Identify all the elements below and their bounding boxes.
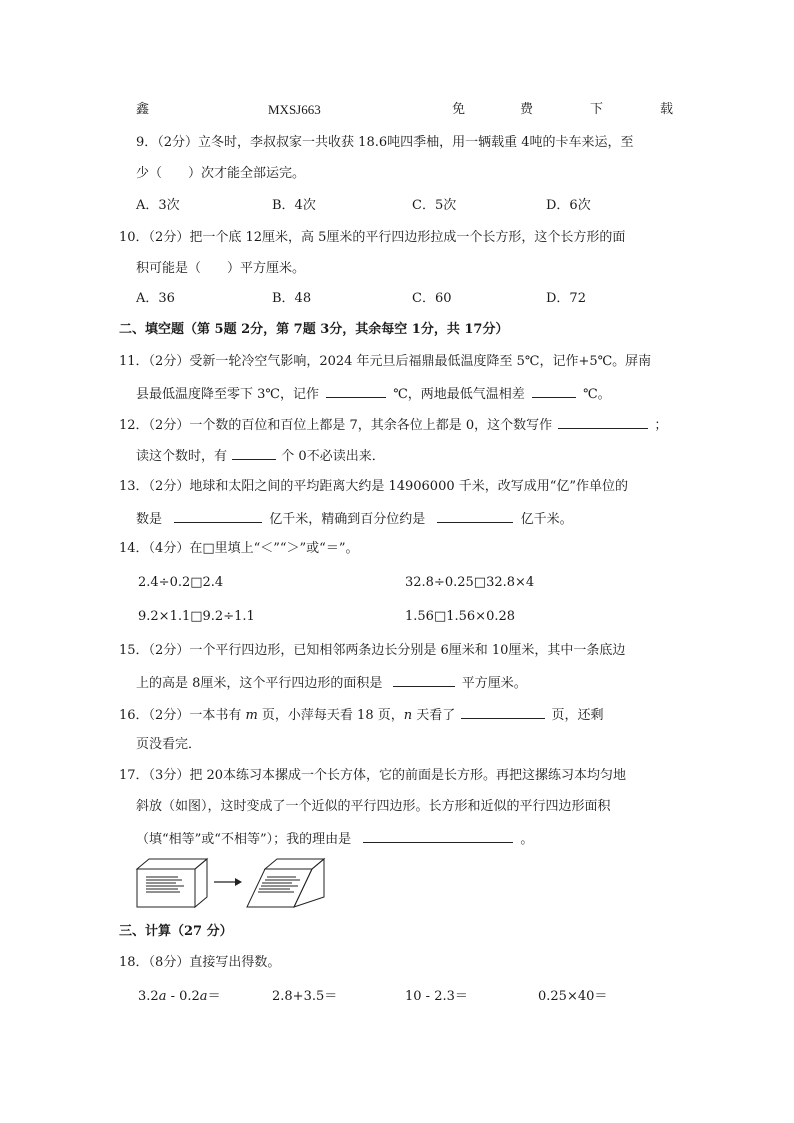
q12-blank-1[interactable]	[558, 415, 648, 429]
q15-blank-1[interactable]	[393, 673, 455, 687]
q12-blank-2[interactable]	[232, 446, 276, 460]
q10-option-d: D．72	[546, 291, 586, 306]
q13-blank-1[interactable]	[174, 509, 262, 523]
q16-line1	[119, 705, 604, 725]
book-stack-parallelogram	[247, 859, 324, 907]
q9-line2: 少（ ）次才能全部运完。	[136, 166, 306, 181]
q11-blank-2[interactable]	[532, 384, 576, 398]
q15-text-a: 上的高是 8厘米，这个平行四边形的面积是	[136, 676, 383, 691]
q13-blank-2[interactable]	[437, 509, 513, 523]
q9-option-b: B．4次	[272, 198, 316, 213]
header-code: MXSJ663	[268, 102, 321, 117]
q12-text-d: 个 0不必读出来．	[281, 449, 385, 464]
q16-line2: 页没看完．	[136, 737, 202, 752]
q10-option-a: A．36	[136, 291, 175, 306]
q16-text-c: 天看了	[412, 708, 456, 723]
q10-option-c: C．60	[412, 291, 452, 306]
q11-line2	[136, 384, 611, 404]
q11-text-c: ℃。	[583, 387, 611, 402]
q17-line2: 斜放（如图），这时变成了一个近似的平行四边形。长方形和近似的平行四边形面积	[136, 799, 611, 814]
q16-text-a: 16．（2分）一本书有	[119, 708, 246, 723]
q13-line1: 13．（2分）地球和太阳之间的平均距离大约是 14906000 千米，改写成用“亿”作单位的	[119, 479, 629, 494]
q13-text-c: 亿千米。	[520, 512, 573, 527]
q14-item-2: 32.8÷0.25□32.8×4	[405, 575, 535, 590]
q16-var-n: n	[403, 708, 413, 723]
q9-line1: 9．（2分）立冬时，李叔叔家一共收获 18.6吨四季柚，用一辆载重 4吨的卡车来运，至	[136, 135, 634, 150]
q17-text-b: 。	[520, 832, 534, 847]
q18-line1: 18．（8分）直接写出得数。	[119, 955, 281, 970]
q11-text-b: ℃，两地最低气温相差	[393, 387, 525, 402]
q11-line1: 11．（2分）受新一轮冷空气影响，2024 年元旦后福鼎最低温度降至 5℃，记作+5℃。屏南	[119, 354, 652, 369]
q18-expr-2: 2.8+3.5＝	[272, 989, 338, 1004]
arrow-right-icon	[214, 878, 242, 886]
header-char-load: 载	[660, 102, 674, 117]
q18-e1-var-a2: a	[199, 989, 208, 1004]
q14-item-4: 1.56□1.56×0.28	[405, 609, 516, 624]
q13-line2	[136, 509, 573, 529]
q18-expr-1	[138, 988, 221, 1006]
q15-line1: 15．（2分）一个平行四边形，已知相邻两条边长分别是 6厘米和 10厘米，其中一条底边	[119, 643, 626, 658]
q12-line2	[136, 446, 385, 466]
header-char-free: 免	[452, 102, 466, 117]
q18-expr-4: 0.25×40＝	[538, 989, 608, 1004]
q18-e1-eq: ＝	[207, 989, 221, 1004]
q16-text-b: 页，小萍每天看 18 页，	[257, 708, 404, 723]
q12-text-a: 12．（2分）一个数的百位和百位上都是 7，其余各位上都是 0，这个数写作	[119, 418, 553, 433]
q16-blank-1[interactable]	[461, 705, 545, 719]
q12-text-b: ；	[654, 418, 668, 433]
q15-line2	[136, 673, 527, 693]
q10-option-b: B．48	[272, 291, 312, 306]
q16-var-m: m	[245, 708, 258, 723]
q18-expr-3: 10 - 2.3＝	[405, 989, 468, 1004]
section-3-heading: 三、计算（27 分）	[119, 924, 233, 939]
q13-text-a: 数是	[136, 512, 163, 527]
q17-line3	[136, 829, 533, 849]
q9-option-c: C．5次	[412, 198, 457, 213]
q14-line1: 14．（4分）在□里填上“＜”“＞”或“＝”。	[119, 541, 359, 556]
q12-text-c: 读这个数时，有	[136, 449, 228, 464]
q18-e1-c: - 0.2	[166, 989, 200, 1004]
q18-e1-var-a1: a	[158, 989, 167, 1004]
q15-text-b: 平方厘米。	[461, 676, 527, 691]
header-char-1: 鑫	[136, 102, 150, 117]
book-stack-rectangle	[137, 859, 207, 907]
q17-line1: 17．（3分）把 20本练习本摞成一个长方体，它的前面是长方形。再把这摞练习本均匀地	[119, 768, 626, 783]
q18-e1-a: 3.2	[138, 989, 159, 1004]
q14-item-1: 2.4÷0.2□2.4	[138, 575, 224, 590]
q17-blank-1[interactable]	[363, 829, 513, 843]
q10-line1: 10．（2分）把一个底 12厘米，高 5厘米的平行四边形拉成一个长方形，这个长方形的面	[119, 230, 626, 245]
q17-text-a: （填“相等”或“不相等”）；我的理由是	[136, 832, 352, 847]
q16-text-d: 页，还剩	[551, 708, 604, 723]
header-char-down: 下	[590, 102, 604, 117]
q11-blank-1[interactable]	[326, 384, 386, 398]
q17-figure	[134, 856, 330, 910]
section-2-heading: 二、填空题（第 5题 2分，第 7题 3分，其余每空 1分，共 17分）	[119, 322, 509, 337]
header-char-fee: 费	[520, 102, 534, 117]
q13-text-b: 亿千米，精确到百分位约是	[269, 512, 426, 527]
q12-line1	[119, 415, 667, 435]
q9-option-a: A．3次	[136, 198, 180, 213]
q14-item-3: 9.2×1.1□9.2÷1.1	[138, 609, 255, 624]
q10-line2: 积可能是（ ）平方厘米。	[136, 261, 306, 276]
q11-text-a: 县最低温度降至零下 3℃，记作	[136, 387, 319, 402]
q9-option-d: D．6次	[546, 198, 591, 213]
